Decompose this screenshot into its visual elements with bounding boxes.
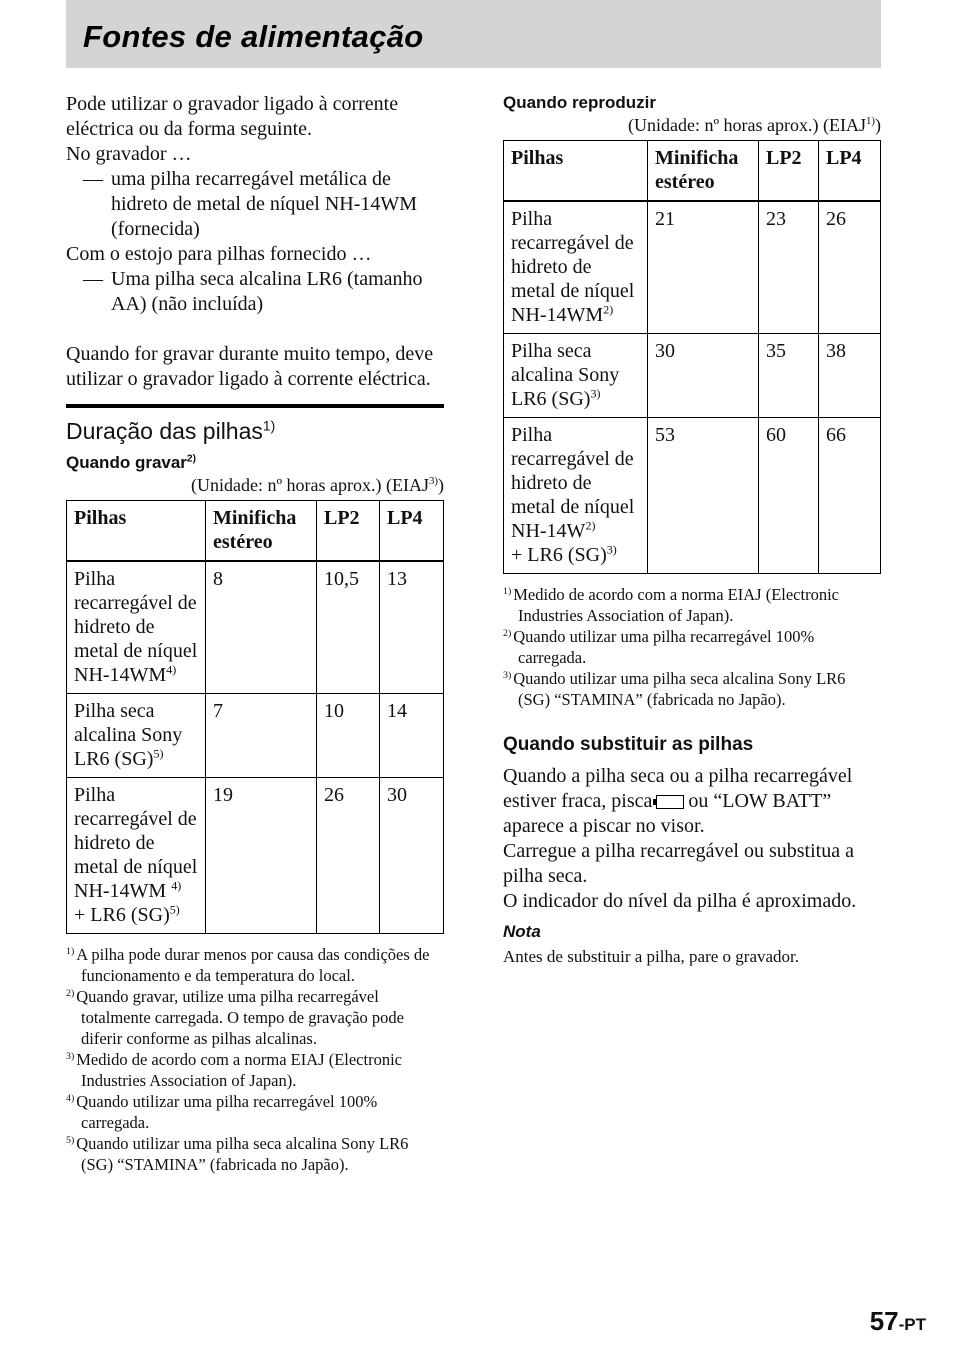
footnote xyxy=(503,668,881,710)
battery-life-heading xyxy=(66,416,444,446)
table-row xyxy=(504,418,881,574)
footnote xyxy=(503,584,881,626)
heading-footnote-mark: 1) xyxy=(262,418,276,434)
footnote-text: Quando utilizar uma pilha seca alcalina Sony LR6 (SG) “STAMINA” (fabricada no Japão). xyxy=(513,669,846,709)
intro-case: Com o estojo para pilhas fornecido … xyxy=(66,243,372,265)
replace-heading: Quando substituir as pilhas xyxy=(503,734,754,755)
note-text: Antes de substituir a pilha, pare o gravador. xyxy=(503,947,800,966)
section-divider xyxy=(66,404,444,408)
table-row xyxy=(504,334,881,418)
replace-indicator-note: O indicador do nível da pilha é aproximado. xyxy=(503,890,857,912)
page-title: Fontes de alimentação xyxy=(83,19,424,54)
right-column xyxy=(503,92,881,968)
col-header-lp2: LP2 xyxy=(317,501,380,562)
battery-mark: 4) xyxy=(166,662,177,677)
note-label: Nota xyxy=(503,922,541,941)
footnote-mark: 5) xyxy=(66,1134,75,1146)
battery-name: Pilha recarregável de hidreto de metal de níquel NH-14WM xyxy=(511,208,635,326)
suffix-mark: 5) xyxy=(169,902,180,917)
dash-bullet: — xyxy=(83,168,103,190)
footnote xyxy=(66,1049,444,1091)
lp4-cell: 26 xyxy=(819,201,881,334)
record-footnotes xyxy=(66,944,444,1175)
unit-text: (Unidade: nº horas aprox.) (EIAJ xyxy=(627,115,866,135)
lp2-cell: 60 xyxy=(759,418,819,574)
unit-close: ) xyxy=(875,115,881,135)
record-subheading-mark: 2) xyxy=(186,453,196,465)
intro-item-1 xyxy=(66,167,444,242)
battery-mark: 5) xyxy=(153,746,164,761)
lp4-cell: 13 xyxy=(380,561,444,694)
lp2-cell: 35 xyxy=(759,334,819,418)
play-table xyxy=(503,140,881,574)
table-header-row xyxy=(504,141,881,202)
footnote-text: Quando gravar, utilize uma pilha recarregável totalmente carregada. O tempo de gravação pode diferir conforme as pilhas alcalinas. xyxy=(76,987,404,1048)
battery-cell xyxy=(504,334,648,418)
col-header-lp4: LP4 xyxy=(819,141,881,202)
suffix-mark: 3) xyxy=(606,542,617,557)
lp2-cell: 23 xyxy=(759,201,819,334)
record-unit-note xyxy=(66,474,444,496)
battery-cell xyxy=(67,561,206,694)
stereo-cell: 19 xyxy=(206,778,317,934)
footnote-text: Medido de acordo com a norma EIAJ (Electronic Industries Association of Japan). xyxy=(76,1050,402,1090)
replace-instruction: Carregue a pilha recarregável ou substitua a pilha seca. xyxy=(503,840,854,887)
intro-item-2 xyxy=(66,267,444,317)
battery-suffix: + LR6 (SG) xyxy=(74,904,170,926)
footnote xyxy=(66,1091,444,1133)
footnote xyxy=(66,1133,444,1175)
col-header-battery: Pilhas xyxy=(504,141,648,202)
dash-bullet: — xyxy=(83,268,103,290)
lp4-cell: 66 xyxy=(819,418,881,574)
record-subheading xyxy=(66,452,444,474)
stereo-cell: 8 xyxy=(206,561,317,694)
play-footnotes xyxy=(503,584,881,710)
page-number xyxy=(870,1306,926,1337)
replace-paragraph xyxy=(503,764,881,839)
footnote-mark: 2) xyxy=(66,987,75,999)
col-header-stereo: Minificha estéreo xyxy=(206,501,317,562)
table-row xyxy=(67,694,444,778)
page-number-value: 57 xyxy=(869,1306,899,1336)
battery-cell xyxy=(67,778,206,934)
footnote-mark: 3) xyxy=(503,669,512,681)
play-unit-note xyxy=(503,114,881,136)
lp2-cell: 10 xyxy=(317,694,380,778)
battery-name: Pilha seca alcalina Sony LR6 (SG) xyxy=(74,700,183,770)
footnote-text: A pilha pode durar menos por causa das condições de funcionamento e da temperatura do local. xyxy=(76,945,430,985)
play-subheading: Quando reproduzir xyxy=(503,93,656,112)
table-row xyxy=(67,778,444,934)
record-table xyxy=(66,500,444,934)
footnote-mark: 4) xyxy=(66,1092,75,1104)
battery-suffix: + LR6 (SG) xyxy=(511,544,607,566)
page-header xyxy=(66,0,881,68)
left-column xyxy=(66,92,444,1175)
battery-mark: 3) xyxy=(590,386,601,401)
stereo-cell: 7 xyxy=(206,694,317,778)
table-row xyxy=(67,561,444,694)
replace-text-after: ou “LOW BATT” aparece a piscar no visor. xyxy=(503,790,832,837)
intro-item-2-text: Uma pilha seca alcalina LR6 (tamanho AA) (não incluída) xyxy=(111,268,423,315)
stereo-cell: 21 xyxy=(648,201,759,334)
intro-paragraph: Pode utilizar o gravador ligado à corrente eléctrica ou da forma seguinte. xyxy=(66,93,399,140)
unit-close: ) xyxy=(438,475,444,495)
lp4-cell: 30 xyxy=(380,778,444,934)
col-header-lp4: LP4 xyxy=(380,501,444,562)
footnote-text: Quando utilizar uma pilha recarregável 100% carregada. xyxy=(513,627,815,667)
lp2-cell: 10,5 xyxy=(317,561,380,694)
record-subheading-text: Quando gravar xyxy=(66,453,187,472)
battery-mark: 4) xyxy=(171,878,182,893)
stereo-cell: 30 xyxy=(648,334,759,418)
battery-name: Pilha recarregável de hidreto de metal de níquel NH-14WM xyxy=(74,568,198,686)
unit-text: (Unidade: nº horas aprox.) (EIAJ xyxy=(190,475,429,495)
footnote-mark: 1) xyxy=(66,945,75,957)
footnote-text: Medido de acordo com a norma EIAJ (Electronic Industries Association of Japan). xyxy=(513,585,839,625)
footnote-mark: 1) xyxy=(503,585,512,597)
battery-cell xyxy=(504,201,648,334)
col-header-stereo: Minificha estéreo xyxy=(648,141,759,202)
footnote-mark: 2) xyxy=(503,627,512,639)
stereo-cell: 53 xyxy=(648,418,759,574)
battery-mark: 2) xyxy=(585,518,596,533)
intro-item-1-text: uma pilha recarregável metálica de hidreto de metal de níquel NH-14WM (fornecida) xyxy=(111,168,418,240)
footnote-text: Quando utilizar uma pilha recarregável 100% carregada. xyxy=(76,1092,378,1132)
battery-mark: 2) xyxy=(603,302,614,317)
battery-name: Pilha recarregável de hidreto de metal de níquel NH-14W xyxy=(511,424,635,542)
lp4-cell: 14 xyxy=(380,694,444,778)
footnote xyxy=(503,626,881,668)
footnote-mark: 3) xyxy=(66,1050,75,1062)
intro-long-recording: Quando for gravar durante muito tempo, deve utilizar o gravador ligado à corrente eléctrica. xyxy=(66,343,434,390)
battery-cell xyxy=(67,694,206,778)
battery-low-icon xyxy=(656,795,684,809)
battery-cell xyxy=(504,418,648,574)
footnote xyxy=(66,944,444,986)
table-row xyxy=(504,201,881,334)
footnote xyxy=(66,986,444,1049)
col-header-lp2: LP2 xyxy=(759,141,819,202)
battery-name: Pilha seca alcalina Sony LR6 (SG) xyxy=(511,340,620,410)
unit-mark: 1) xyxy=(866,115,875,127)
battery-life-heading-text: Duração das pilhas xyxy=(66,418,263,444)
col-header-battery: Pilhas xyxy=(67,501,206,562)
unit-mark: 3) xyxy=(429,475,438,487)
intro-recorder: No gravador … xyxy=(66,143,192,165)
replace-text-before: Quando a pilha seca ou a pilha recarregável estiver fraca, pisca xyxy=(503,765,853,812)
lp2-cell: 26 xyxy=(317,778,380,934)
footnote-text: Quando utilizar uma pilha seca alcalina Sony LR6 (SG) “STAMINA” (fabricada no Japão). xyxy=(76,1134,409,1174)
table-header-row xyxy=(67,501,444,562)
page-number-suffix: -PT xyxy=(898,1315,926,1334)
lp4-cell: 38 xyxy=(819,334,881,418)
battery-name: Pilha recarregável de hidreto de metal de níquel NH-14WM xyxy=(74,784,198,902)
